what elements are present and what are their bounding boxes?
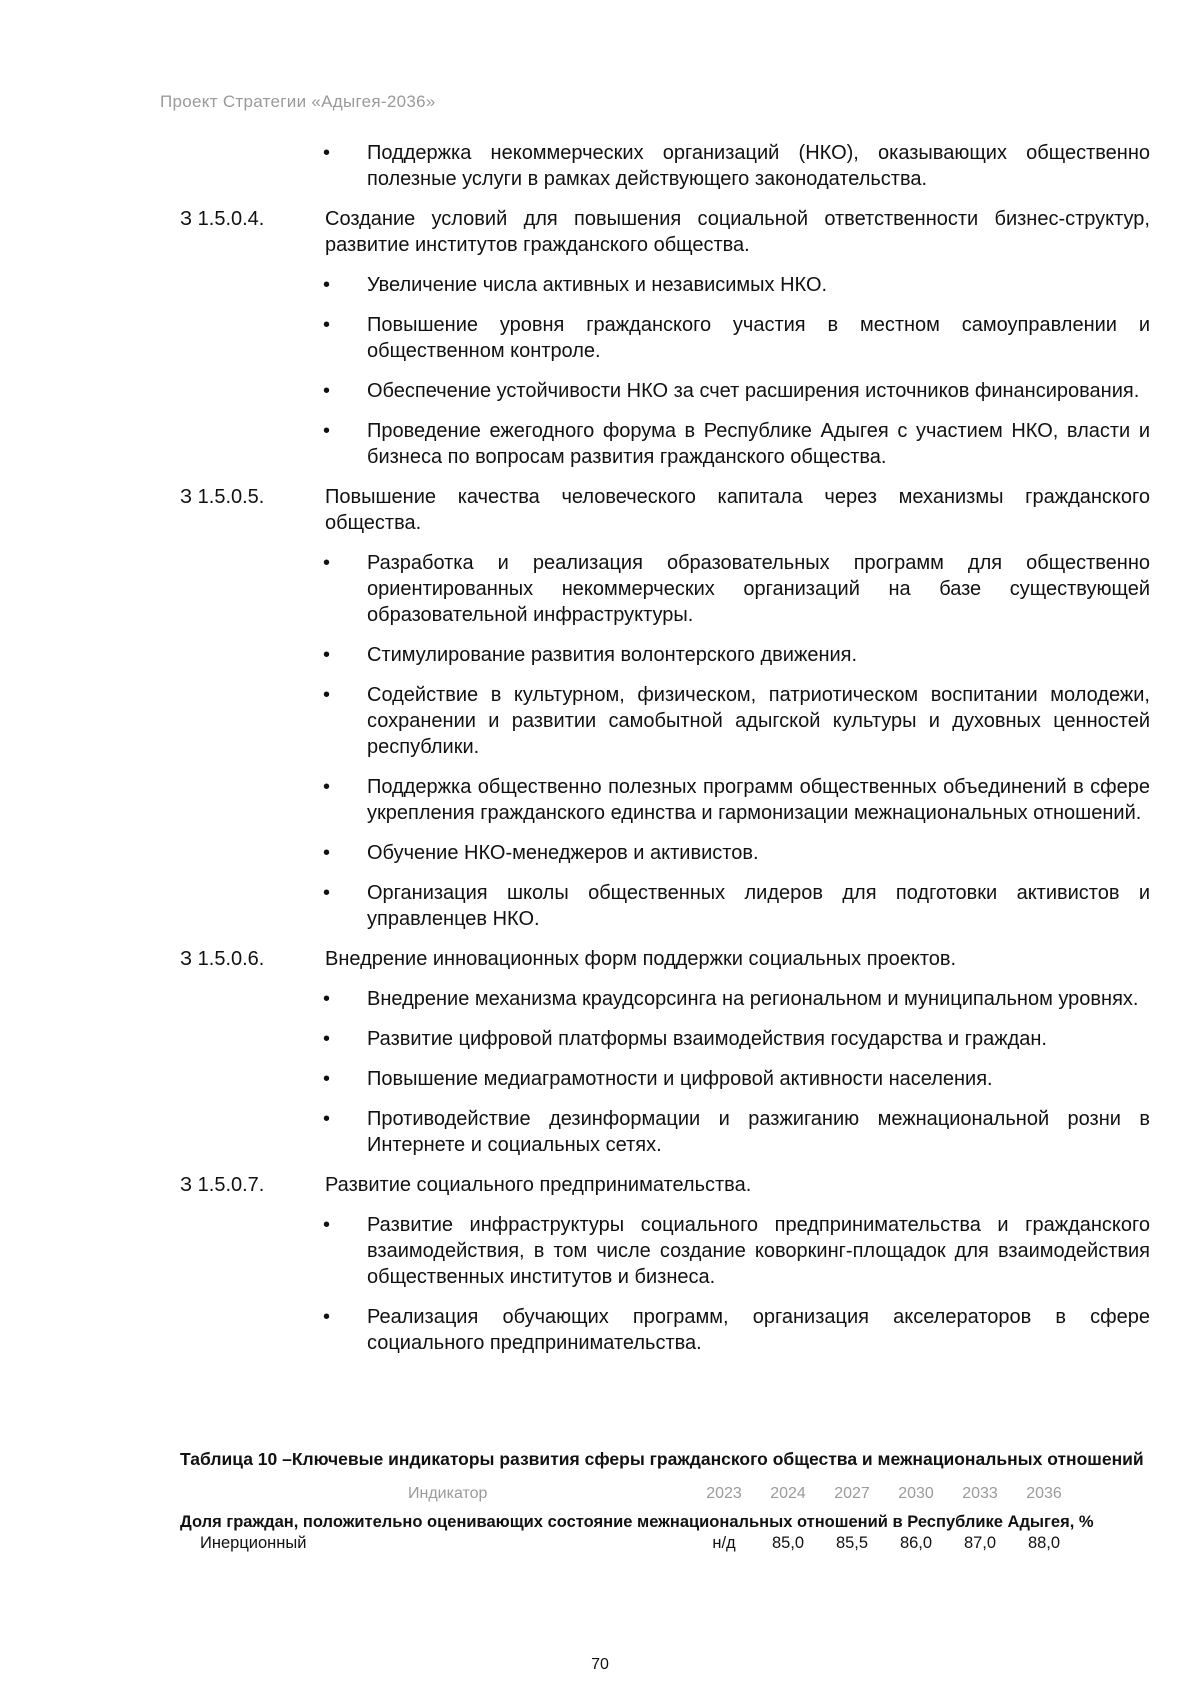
list-item-text: Противодействие дезинформации и разжиганию межнациональной розни в Интернете и социальных сетях. xyxy=(367,1108,1150,1156)
bullet-icon: • xyxy=(323,842,331,864)
task-text: Создание условий для повышения социальной ответственности бизнес-структур, развитие институтов гражданского общества. xyxy=(325,208,1150,256)
list-item-text: Реализация обучающих программ, организация акселераторов в сфере социального предпринимательства. xyxy=(367,1306,1150,1354)
list-item xyxy=(180,1066,1150,1092)
list-item-text: Поддержка некоммерческих организаций (НКО), оказывающих общественно полезные услуги в рамках действующего законодательства. xyxy=(367,142,1150,190)
list-item xyxy=(180,312,1150,364)
task-number: З 1.5.0.4. xyxy=(180,208,265,230)
list-item xyxy=(180,1026,1150,1052)
bullet-icon: • xyxy=(323,380,331,402)
list-item-text: Проведение ежегодного форума в Республике Адыгея с участием НКО, власти и бизнеса по вопросам развития гражданского общества. xyxy=(367,420,1150,468)
task-item xyxy=(180,206,1150,258)
list-item-text: Стимулирование развития волонтерского движения. xyxy=(367,644,858,666)
indicator-column-header: Индикатор xyxy=(408,1485,488,1502)
table-cell: н/д xyxy=(712,1534,736,1552)
bullet-icon: • xyxy=(323,314,331,336)
bullet-icon: • xyxy=(323,1028,331,1050)
list-item-text: Развитие цифровой платформы взаимодействия государства и граждан. xyxy=(367,1028,1047,1050)
bullet-icon: • xyxy=(323,1214,331,1236)
year-column-header: 2023 xyxy=(706,1485,742,1502)
table-row xyxy=(180,1534,1150,1560)
task-number: З 1.5.0.7. xyxy=(180,1174,265,1196)
table-header-row xyxy=(180,1485,1150,1511)
list-item-text: Поддержка общественно полезных программ общественных объединений в сфере укрепления гражданского единства и гармонизации межнациональных отношений. xyxy=(367,776,1150,824)
list-item xyxy=(180,272,1150,298)
task-text: Внедрение инновационных форм поддержки социальных проектов. xyxy=(325,948,957,970)
bullet-icon: • xyxy=(323,644,331,666)
year-column-header: 2030 xyxy=(898,1485,934,1502)
list-item-text: Повышение уровня гражданского участия в местном самоуправлении и общественном контроле. xyxy=(367,314,1150,362)
task-text: Развитие социального предпринимательства. xyxy=(325,1174,752,1196)
list-item xyxy=(180,1212,1150,1290)
bullet-icon: • xyxy=(323,1306,331,1328)
running-header: Проект Стратегии «Адыгея-2036» xyxy=(160,92,436,111)
bullet-icon: • xyxy=(323,1108,331,1130)
bullet-icon: • xyxy=(323,882,331,904)
table-cell: 87,0 xyxy=(963,1534,997,1552)
task-number: З 1.5.0.5. xyxy=(180,486,265,508)
list-item-text: Внедрение механизма краудсорсинга на региональном и муниципальном уровнях. xyxy=(367,988,1139,1010)
bullet-icon: • xyxy=(323,142,331,164)
page-number: 70 xyxy=(591,1656,609,1673)
list-item xyxy=(180,1106,1150,1158)
list-item-text: Обучение НКО-менеджеров и активистов. xyxy=(367,842,759,864)
list-item xyxy=(180,880,1150,932)
list-item xyxy=(180,986,1150,1012)
indicators-table xyxy=(180,1448,1150,1560)
bullet-icon: • xyxy=(323,776,331,798)
list-item-text: Развитие инфраструктуры социального предпринимательства и гражданского взаимодействия, в том числе создание коворкинг-площадок для взаимодействия общественных институтов и бизнеса. xyxy=(367,1214,1150,1288)
list-item-text: Организация школы общественных лидеров для подготовки активистов и управленцев НКО. xyxy=(367,882,1150,930)
bullet-icon: • xyxy=(323,274,331,296)
bullet-icon: • xyxy=(323,988,331,1010)
year-column-header: 2036 xyxy=(1026,1485,1062,1502)
task-text: Повышение качества человеческого капитала через механизмы гражданского общества. xyxy=(325,486,1150,534)
task-item xyxy=(180,1172,1150,1198)
scenario-label: Инерционный xyxy=(200,1534,307,1552)
task-item xyxy=(180,946,1150,972)
bullet-icon: • xyxy=(323,684,331,706)
task-number: З 1.5.0.6. xyxy=(180,948,265,970)
task-item xyxy=(180,484,1150,536)
list-item xyxy=(180,774,1150,826)
bullet-icon: • xyxy=(323,1068,331,1090)
list-item xyxy=(180,682,1150,760)
document-body xyxy=(180,140,1150,1370)
table-cell: 86,0 xyxy=(899,1534,933,1552)
table-title: Таблица 10 –Ключевые индикаторы развития сферы гражданского общества и межнациональных отношений xyxy=(180,1449,1144,1469)
indicator-row-heading: Доля граждан, положительно оценивающих состояние межнациональных отношений в Республике Адыгея, % xyxy=(180,1513,1094,1531)
year-column-header: 2027 xyxy=(834,1485,870,1502)
bullet-icon: • xyxy=(323,552,331,574)
list-item-text: Разработка и реализация образовательных программ для общественно ориентированных некоммерческих организаций на базе существующей образовательной инфраструктуры. xyxy=(367,552,1150,626)
list-item xyxy=(180,840,1150,866)
table-cell: 85,0 xyxy=(771,1534,805,1552)
list-item-text: Содействие в культурном, физическом, патриотическом воспитании молодежи, сохранении и развитии самобытной адыгской культуры и духовных ценностей республики. xyxy=(367,684,1150,758)
year-column-header: 2024 xyxy=(770,1485,806,1502)
list-item xyxy=(180,140,1150,192)
table-cell: 88,0 xyxy=(1027,1534,1061,1552)
list-item xyxy=(180,642,1150,668)
list-item-text: Повышение медиаграмотности и цифровой активности населения. xyxy=(367,1068,993,1090)
list-item xyxy=(180,1304,1150,1356)
bullet-icon: • xyxy=(323,420,331,442)
list-item xyxy=(180,550,1150,628)
year-column-header: 2033 xyxy=(962,1485,998,1502)
list-item-text: Увеличение числа активных и независимых НКО. xyxy=(367,274,828,296)
table-cell: 85,5 xyxy=(835,1534,869,1552)
list-item xyxy=(180,418,1150,470)
list-item xyxy=(180,378,1150,404)
list-item-text: Обеспечение устойчивости НКО за счет расширения источников финансирования. xyxy=(367,380,1140,402)
